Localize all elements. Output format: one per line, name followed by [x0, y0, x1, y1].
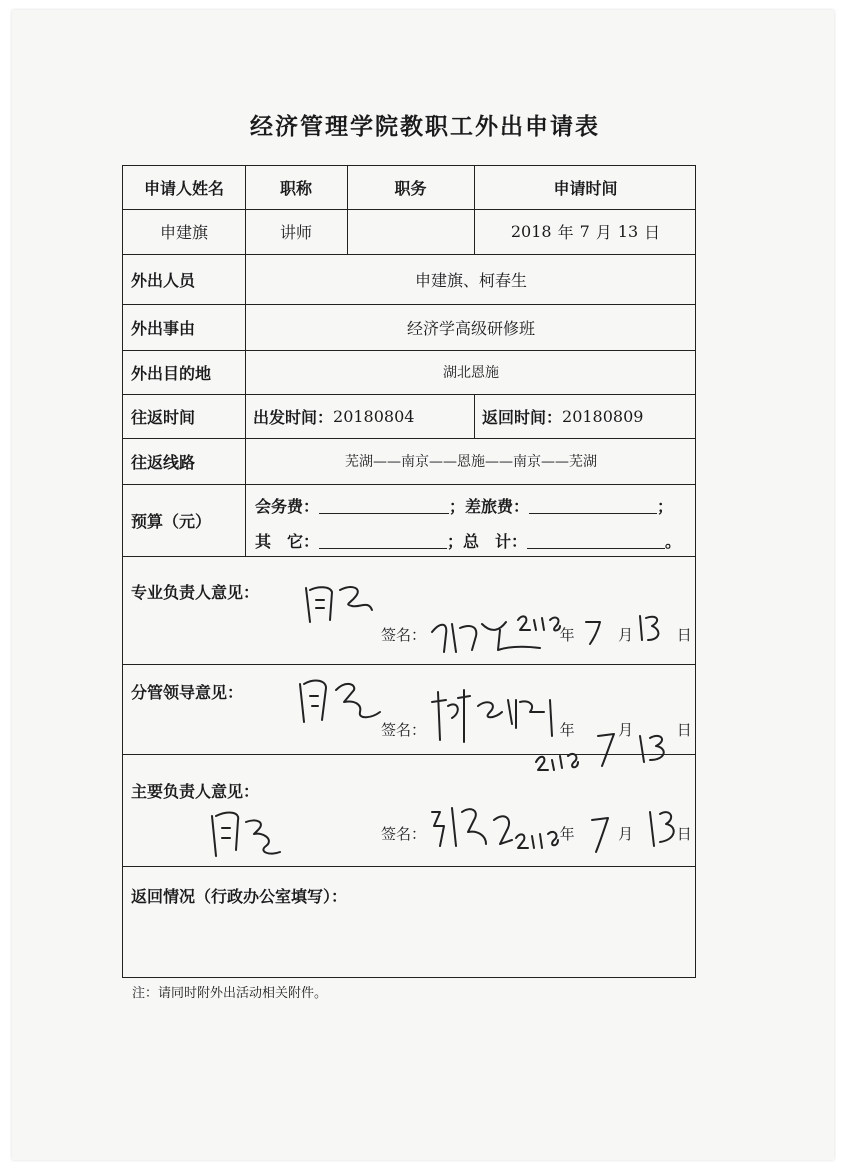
- day-char: 日: [676, 721, 692, 739]
- apply-date-year: 2018: [510, 222, 552, 241]
- year-char: 年: [559, 626, 575, 644]
- month-char: 月: [618, 825, 634, 843]
- budget-label: 预算（元）: [131, 511, 212, 531]
- header-applicant-name: 申请人姓名: [143, 179, 224, 198]
- meeting-fee-label: 会务费：: [255, 496, 320, 516]
- major-opinion-label: 专业负责人意见：: [131, 583, 260, 602]
- handwritten-month: [592, 818, 608, 852]
- round-trip-time-label: 往返时间: [131, 407, 196, 427]
- sign-label: 签名：: [381, 825, 427, 843]
- applicant-name-value: 申建旗: [159, 223, 208, 242]
- return-time-label: 返回时间：: [482, 407, 563, 427]
- destination-label: 外出目的地: [131, 363, 212, 383]
- handwritten-day: [650, 812, 674, 846]
- semicolon-2: ；: [657, 496, 674, 516]
- header-apply-time: 申请时间: [553, 179, 618, 198]
- handwritten-month: [598, 734, 614, 766]
- destination-value: 湖北恩施: [443, 365, 499, 381]
- apply-date-month: 7: [579, 222, 590, 241]
- header-title-rank: 职称: [279, 179, 312, 198]
- period-mark: 。: [665, 531, 682, 551]
- division-opinion-label: 分管领导意见：: [131, 683, 244, 702]
- other-fee-label: 其 它：: [255, 531, 320, 551]
- signature-year-handwriting: [518, 616, 560, 630]
- return-status-label: 返回情况（行政办公室填写）：: [131, 887, 348, 906]
- apply-date-month-char: 月: [595, 223, 612, 242]
- depart-time-value: 20180804: [333, 406, 415, 426]
- footnote: 注：请同时附外出活动相关附件。: [132, 986, 328, 1001]
- header-position: 职务: [394, 179, 427, 198]
- semicolon-3: ；: [447, 531, 464, 551]
- day-char: 日: [676, 626, 692, 644]
- main-opinion-label: 主要负责人意见：: [131, 782, 260, 801]
- personnel-label: 外出人员: [131, 270, 196, 290]
- month-char: 月: [618, 626, 634, 644]
- approval-handwriting: [306, 587, 372, 622]
- semicolon-1: ；: [449, 496, 466, 516]
- route-value: 芜湖——南京——恩施——南京——芜湖: [345, 454, 597, 470]
- apply-date-year-char: 年: [557, 223, 574, 242]
- year-char: 年: [559, 825, 575, 843]
- sign-label: 签名：: [381, 626, 427, 644]
- year-char: 年: [559, 721, 575, 739]
- applicant-title-value: 讲师: [279, 223, 312, 242]
- approval-handwriting: [212, 813, 280, 856]
- signature-year-handwriting: [536, 754, 578, 770]
- return-time-value: 20180809: [562, 406, 644, 426]
- personnel-value: 申建旗、柯春生: [414, 270, 527, 290]
- sign-label: 签名：: [381, 721, 427, 739]
- signature-handwriting: [432, 808, 512, 846]
- handwritten-day: [640, 736, 664, 762]
- month-char: 月: [618, 721, 634, 739]
- form-title: 经济管理学院教职工外出申请表: [250, 113, 600, 140]
- apply-date-day: 13: [617, 222, 639, 241]
- approval-handwriting: [300, 681, 380, 722]
- depart-time-label: 出发时间：: [253, 407, 334, 427]
- total-label: 总 计：: [463, 531, 528, 551]
- handwritten-month: [586, 622, 600, 644]
- route-label: 往返线路: [131, 452, 196, 472]
- signature-year-handwriting: [516, 832, 558, 848]
- handwritten-day: [640, 616, 658, 640]
- signature-handwriting: [432, 690, 552, 742]
- travel-fee-label: 差旅费：: [465, 496, 530, 516]
- reason-label: 外出事由: [131, 318, 196, 338]
- apply-date-day-char: 日: [644, 223, 661, 242]
- reason-value: 经济学高级研修班: [406, 318, 535, 338]
- day-char: 日: [676, 825, 692, 843]
